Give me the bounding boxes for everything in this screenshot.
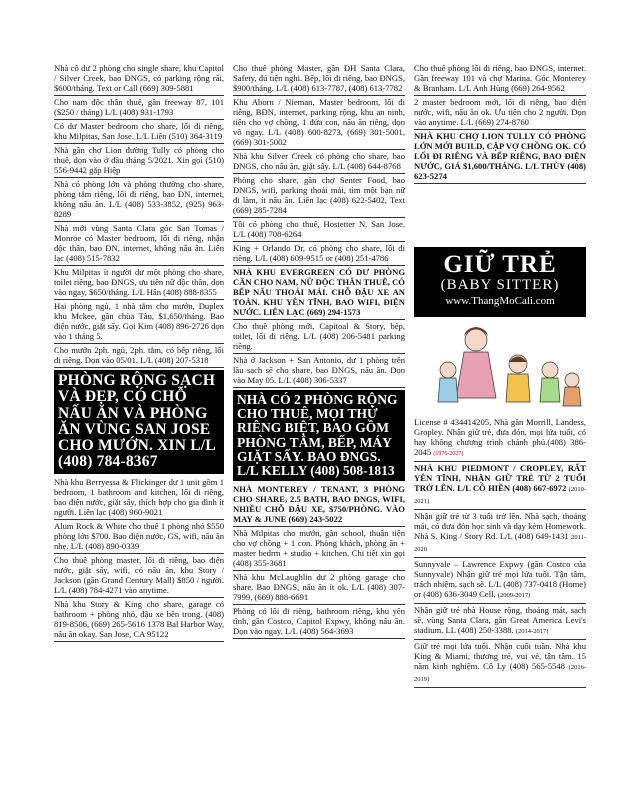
- classified-ad: Cho thuê phòng Master, gần ĐH Santa Clara, Safety, đủ tiện nghi. Bếp, lối đi riêng, bao ĐNGS, $900/tháng. L/L (408) 613-7787, (408) 613-7782: [233, 62, 405, 96]
- ad-year: (1976-2027): [433, 451, 464, 457]
- mother-figure: [456, 327, 496, 398]
- babysitter-ad: [414, 640, 586, 688]
- ad-year: (2016-2019): [414, 664, 586, 683]
- bold-ad: NHÀ KHU CHỢ LION TULLY CÓ PHÒNG LỚN MỚI BUILD, CẬP VỢ CHỒNG OK. CÓ LỐI ĐI RIÊNG VÀ BẾP RIÊNG, BAO ĐIỆN NƯỚC, GIÁ $1,600/THÁNG. L/L THÙY (408) 623-5274: [414, 130, 586, 184]
- classified-ad: Nhà ở Jackson + San Antonio, dư 1 phòng trên lầu sạch sẽ cho share, bao ĐNGS, nấu ăn. Dọn vào May 05. L/L (408) 306-5337: [233, 354, 405, 388]
- babysitter-ad: [414, 604, 586, 640]
- section-title: GIỮ TRẺ: [443, 251, 557, 278]
- child-figure: [563, 373, 581, 406]
- column-1: [54, 62, 224, 642]
- classified-ad: Cho thuê phòng lối đi riêng, bao ĐNGS, internet. Gần freeway 101 và chợ Marina. Góc Monterey & Branham. L/L Anh Hùng (669) 264-9562: [414, 62, 586, 96]
- classified-ad: Phòng có lối đi riêng, bathroom riêng, khu yên tĩnh, gần Costco, Capitol Expwy, không nấu ăn. Dọn vào ngay. L/L (408) 564-3693: [233, 605, 405, 639]
- featured-ad-box: NHÀ CÓ 2 PHÒNG RỘNG CHO THUÊ, MỌI THỨ RIÊNG BIỆT, BAO GỒM PHÒNG TẮM, BẾP, MÁY GIẶT SẤY. BAO ĐNGS. L/L KELLY (408) 508-1813: [233, 390, 405, 481]
- babysitter-ad: [414, 416, 586, 462]
- ad-year: (2010-2021): [414, 486, 587, 505]
- classified-ad: Nhà có phòng lớn và phòng thường cho share, phòng tắm riêng, lối đi riêng, bao ĐN, internet, không nấu ăn. L/L (408) 533-3852, (925) 963-8289: [54, 178, 224, 222]
- classified-ad: Nhà khu Story & King cho share, garage có bathroom + phòng nhỏ, đậu xe bên trong. (408) 819-8506, (669) 265-5616 1378 Bal Harbor Way, nấu ăn okay. San Jose, CA 95122: [54, 598, 224, 642]
- column-2: [233, 62, 405, 639]
- babysitter-ad: [414, 558, 586, 604]
- column-3: [414, 62, 586, 184]
- babysitter-ad: [414, 462, 586, 510]
- classified-ad: Nhà Milpitas cho mướn, gần school, thuận tiện cho vợ chồng + 1 con. Phòng khách, phòng ăn + master bedrm + studio + kitchen. Chi tiết xin gọi (408) 355-3681: [233, 527, 405, 571]
- ad-text: Nhận giữ trẻ nhà House rộng, thoáng mát, sạch sẽ, vùng Santa Clara, gần Great America Levi's stadium. LL (408) 250-3388.: [414, 605, 586, 635]
- classified-ad: Nhà cô dư 2 phòng cho single share, khu Capitol / Silver Creek, bao ĐNGS, có parking rộng rãi, $600/tháng. Text or Call (669) 309-5881: [54, 62, 224, 96]
- classified-ad: Nhà khu Berryessa & Flickinger dư 1 unit gồm 1 bedroom, 1 bathroom and kitchen, lối đi riêng, bao điện nước, giặt sấy, thích hợp cho gia đình ít người. Liên lạc (408) 960-9021: [54, 476, 224, 520]
- classified-ad: Nhà mới vùng Santa Clara góc San Tomas / Monroe có Master bedroom, lối đi riêng, nhận độc thân, bao ĐN, internet, không nấu ăn. Liên lạc (408) 515-7832: [54, 222, 224, 266]
- classified-ad: Cho thuê phòng master, lối đi riêng, bao điện nước, giặt sấy, wifi, có nấu ăn, khu Story / Jackson (gần Grand Century Mall) $850 / người. L/L (408) 784-4271 vào anytime.: [54, 554, 224, 598]
- classified-ad: Nhà khu Silver Creek có phòng cho share, bao ĐNGS, cho nấu ăn, giặt sấy. L/L (408) 644-8768: [233, 150, 405, 174]
- classified-ad: Cho thuê phòng mới, Capitoal & Story, bếp, toilet, lối đi riêng. L/L (408) 206-5481 parking riêng.: [233, 320, 405, 354]
- child-figure: [506, 355, 530, 402]
- child-figure: [540, 362, 560, 402]
- website-url: www.ThangMoCali.com: [445, 295, 555, 307]
- babysitter-section-header: [414, 247, 586, 317]
- classified-ad: Alum Rock & White cho thuê 1 phòng nhỏ $550 phòng lớn $700. Bao điện nước, GS, wifi, nấu ăn nhẹ. L/L (408) 890-0339: [54, 520, 224, 554]
- classified-ad: Tôi có phòng cho thuê, Hostetter N. San Jose. L/L (408) 708-6264: [233, 218, 405, 242]
- classified-ad: Nhà khu McLaughlin dư 2 phòng garage cho share. Bao ĐNGS, nấu ăn ít ok. L/L (408) 307-7999, (669) 888-6691: [233, 571, 405, 605]
- classified-ad: Hai phòng ngủ, 1 nhà tắm cho mướn, Duplex khu Mckee, gần chùa Tàu, $1,650/tháng. Bao điện nước, giặt sấy. Gọi Kim (408) 896-2726 dọn vào 1 tháng 5.: [54, 300, 224, 344]
- classified-ad: Khu Aborn / Nieman, Master bedroom, lối đi riêng, BĐN, internet, parking rộng, khu an ninh, tiện cho vợ chồng, 1 đứa con, nấu ăn riêng, dọn vô ngay. L/L (408) 600-8273, (669) 301-5001, (669) 301-5002: [233, 96, 405, 150]
- ad-text: Giữ trẻ mọi lứa tuổi. Nhận cuối tuần. Nhà khu King & Miami, thương trẻ, vui vẻ, tận tâm. 15 năm kinh nghiệm. Cô Ly (408) 565-5548: [414, 641, 586, 671]
- classified-ad: 2 master bedroom mới, lối đi riêng, bao điện nước, wifi, nấu ăn ok. Ưu tiên cho 2 người. Dọn vào anytime. L/L (669) 274-8760: [414, 96, 586, 130]
- ad-text: Sunnyvale – Lawrence Expwy (gần Costco của Sunnyvale) Nhận giữ trẻ mọi lứa tuổi. Tận tâm, trách nhiệm, sạch sẽ. L/L (408) 737-0418 (Home) or (408) 636-3049 Cell.: [414, 559, 586, 599]
- classified-ad: Phòng cho share, gần chợ Senter Food, bao ĐNGS, wifi, parking thoải mái, tìm một bạn nữ đi làm, ít nấu ăn. Liên lạc (408) 622-5402, Text (669) 285-7284: [233, 174, 405, 218]
- classified-ad: Nhà gần chợ Lion đường Tully có phòng cho thuê, dọn vào ở đầu tháng 5/2021. Xin gọi (510) 556-9442 gặp Hiệp: [54, 144, 224, 178]
- ad-text: NHÀ KHU PIEDMONT / CROPLEY, RẤT YÊN TĨNH, NHẬN GIỮ TRẺ TỪ 2 TUỔI TRỞ LÊN. L/L CÔ HIỀN (408) 667-6972: [414, 463, 586, 493]
- classified-ad: Khu Milpitas ít người dư một phòng cho share, toilet riêng, bao ĐNGS, ưu tiên nữ độc thân, dọn vào ngay, $650/tháng. L/L Hân (408) 888-8355: [54, 266, 224, 300]
- ad-text: Nhận giữ trẻ từ 3 tuổi trở lên. Nhà sạch, thoáng mát, có đưa đón học sinh và dạy kèm Homework. Nhà S. King / Story Rd. L/L (408) 649-1431: [414, 511, 586, 541]
- ad-year: (2009-2017): [497, 592, 531, 599]
- section-subtitle: (BABY SITTER): [440, 277, 560, 293]
- babysitter-ads: [414, 416, 586, 688]
- child-figure: [438, 362, 458, 402]
- ad-year: (2014-2017): [515, 628, 549, 635]
- babysitter-ad: [414, 510, 586, 558]
- classified-ad: Cho mướn 2ph. ngủ, 2ph. tắm, có bếp riêng, lối đi riêng. Dọn vào 05/01. L/L (408) 207-5318: [54, 344, 224, 368]
- children-illustration: [414, 318, 586, 414]
- classified-ad: King + Orlando Dr, có phòng cho share, lối đi riêng. L/L (408) 609-9515 or (408) 251-4786: [233, 242, 405, 266]
- classified-ad: Cho nam độc thân thuê, gần freeway 87, 101 ($250 / tháng) L/L (408) 931-1793: [54, 96, 224, 120]
- ad-year: 2011-2020: [414, 534, 586, 553]
- bold-ad: NHÀ KHU EVERGREEN CÓ DƯ PHÒNG CẦN CHO NAM, NỮ ĐỘC THÂN THUÊ, CÓ BẾP NẤU THOẢI MÁI. CHỖ ĐẬU XE AN TOÀN. KHU YÊN TĨNH, BAO WIFI, ĐIỆN NƯỚC. LIÊN LẠC (669) 294-1573: [233, 266, 405, 320]
- bold-ad: NHÀ MONTEREY / TENANT, 3 PHÒNG CHO SHARE, 2.5 BATH, BAO ĐNGS, WIFI, NHIỀU CHỖ ĐẬU XE, $750/PHÒNG. VÀO MAY & JUNE (669) 243-5022: [233, 483, 405, 527]
- ad-text: License # 434414205, Nhà gần Morrill, Landess, Gropley. Nhận giữ trẻ, đưa đón, mọi lứa tuổi, có hay không chương trình chánh phủ.(408) 386-2045: [414, 417, 586, 457]
- featured-ad-box: PHÒNG RỘNG SẠCH VÀ ĐẸP, CÓ CHỖ NẤU ĂN VÀ PHÒNG ĂN VÙNG SAN JOSE CHO MƯỚN. XIN L/L (408) 784-8367: [54, 370, 224, 474]
- classified-ad: Có dư Master bedroom cho share, lối đi riêng, khu Milpitas, San Jose. L/L Liên (510) 364-3119: [54, 120, 224, 144]
